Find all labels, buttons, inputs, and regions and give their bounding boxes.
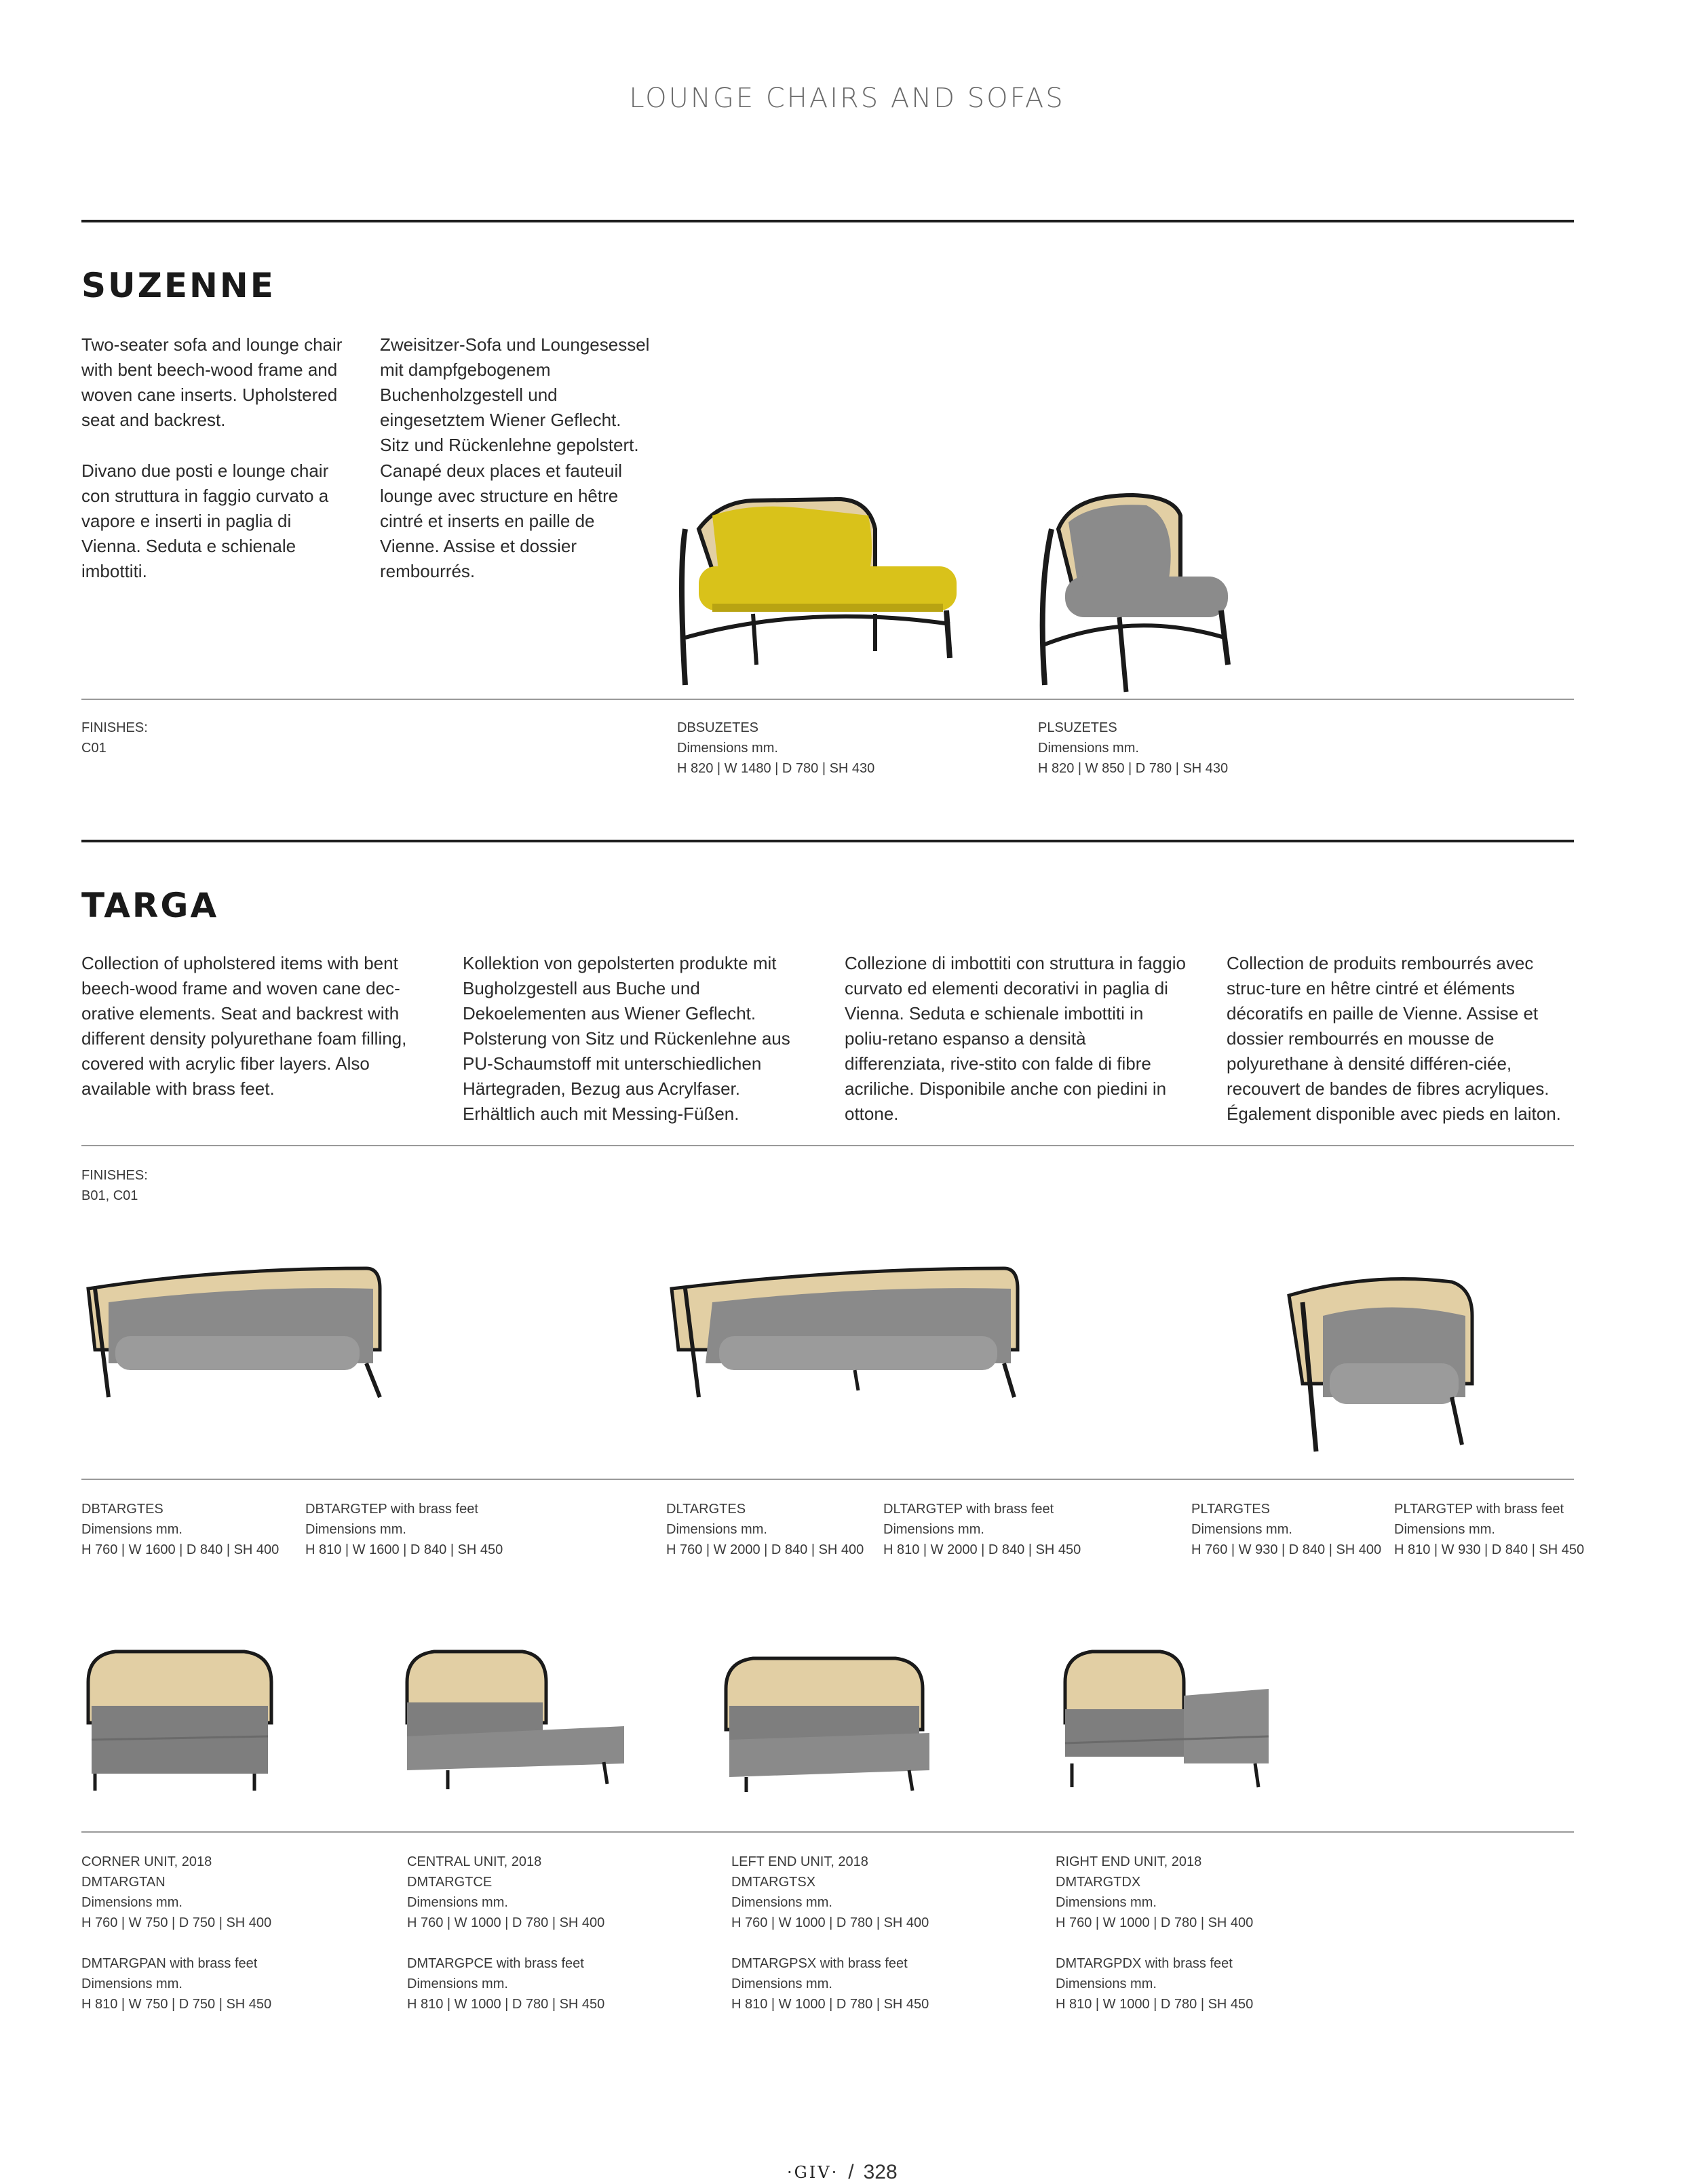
suzenne-desc-it: Divano due posti e lounge chair con struttura in faggio curvato a vapore e inserti in paglia di Vienna. Seduta e schienale imbottiti.: [81, 461, 329, 581]
product-code: PLSUZETES: [1038, 720, 1117, 735]
dimension-label: Dimensions mm.: [666, 1522, 767, 1537]
section-divider: [81, 1145, 1574, 1146]
dimension-label: Dimensions mm.: [1038, 741, 1139, 756]
product-code: DBTARGTES: [81, 1502, 163, 1517]
section-divider: [81, 840, 1574, 842]
finishes-value: B01, C01: [81, 1188, 138, 1203]
suzenne-desc-de: Zweisitzer-Sofa und Loungesessel mit dampfgebogenem Buchenholzgestell und eingesetztem Wiener Geflecht. Sitz und Rückenlehne gepolstert.: [380, 334, 650, 455]
central-unit-image: [400, 1641, 631, 1797]
product-spec: [883, 1499, 1081, 1560]
dimension-values: H 760 | W 930 | D 840 | SH 400: [1191, 1542, 1382, 1557]
product-spec: [1394, 1499, 1584, 1560]
dimension-label: Dimensions mm.: [1056, 1895, 1157, 1910]
section-divider: [81, 1479, 1574, 1480]
dimension-label: Dimensions mm.: [81, 1522, 182, 1537]
dimension-label: Dimensions mm.: [731, 1976, 832, 1991]
dimension-label: Dimensions mm.: [407, 1976, 508, 1991]
unit-name: CENTRAL UNIT, 2018: [407, 1854, 542, 1869]
section-divider: [81, 699, 1574, 700]
unit-spec: [81, 1852, 271, 2014]
dimension-label: Dimensions mm.: [1191, 1522, 1292, 1537]
targa-desc-fr: Collection de produits rembourrés avec struc-ture en hêtre cintré et éléments décoratifs en paille de Vienne. Assise et dossier rembourrés en mousse de polyurethane à densité différen-ciée, recouvert de bandes de fibres acryliques. Également disponible avec pieds en laiton.: [1227, 953, 1561, 1124]
product-code: DBTARGTEP with brass feet: [305, 1502, 478, 1517]
dimension-values: H 810 | W 1000 | D 780 | SH 450: [1056, 1997, 1254, 2012]
unit-name: CORNER UNIT, 2018: [81, 1854, 212, 1869]
dimension-values: H 760 | W 750 | D 750 | SH 400: [81, 1915, 272, 1930]
dimension-label: Dimensions mm.: [305, 1522, 406, 1537]
dimension-label: Dimensions mm.: [81, 1976, 182, 1991]
product-spec: [1191, 1499, 1381, 1560]
dimension-values: H 810 | W 1000 | D 780 | SH 450: [407, 1997, 605, 2012]
brass-code: DMTARGPSX with brass feet: [731, 1956, 908, 1971]
suzenne-desc-fr: Canapé deux places et fauteuil lounge avec structure en hêtre cintré et inserts en paille de Vienne. Assise et dossier rembourrés.: [380, 461, 623, 581]
section-divider: [81, 1831, 1574, 1833]
page-footer: [787, 2161, 923, 2184]
product-spec: [666, 1499, 864, 1560]
targa-armchair-image: [1282, 1268, 1479, 1465]
product-code: DLTARGTEP with brass feet: [883, 1502, 1054, 1517]
targa-finishes: [81, 1165, 148, 1206]
unit-spec: [731, 1852, 929, 2014]
dimension-label: Dimensions mm.: [1394, 1522, 1495, 1537]
suzenne-title: SUZENNE: [81, 266, 275, 305]
product-spec: [677, 718, 874, 779]
targa-desc-it: Collezione di imbottiti con struttura in faggio curvato ed elementi decorativi in paglia di Vienna. Seduta e schienale imbottiti in poliu-retano espanso a densità differenziata, rive-stito con falde di fibre acriliche. Disponibile anche con piedini in ottone.: [845, 953, 1186, 1124]
product-code: DLTARGTES: [666, 1502, 746, 1517]
section-header: LOUNGE CHAIRS AND SOFAS: [629, 83, 1065, 114]
suzenne-chair-image: [1031, 488, 1248, 699]
brass-code: DMTARGPCE with brass feet: [407, 1956, 584, 1971]
suzenne-desc-en: Two-seater sofa and lounge chair with bent beech-wood frame and woven cane inserts. Upholstered seat and backrest.: [81, 334, 343, 430]
unit-spec: [407, 1852, 604, 2014]
finishes-label: FINISHES:: [81, 720, 148, 735]
unit-name: RIGHT END UNIT, 2018: [1056, 1854, 1202, 1869]
dimension-label: Dimensions mm.: [407, 1895, 508, 1910]
corner-unit-image: [81, 1641, 278, 1797]
product-spec: [305, 1499, 503, 1560]
product-code: DMTARGTDX: [1056, 1875, 1141, 1890]
dimension-label: Dimensions mm.: [81, 1895, 182, 1910]
brass-code: DMTARGPAN with brass feet: [81, 1956, 258, 1971]
dimension-label: Dimensions mm.: [1056, 1976, 1157, 1991]
dimension-values: H 810 | W 2000 | D 840 | SH 450: [883, 1542, 1081, 1557]
dimension-values: H 810 | W 1000 | D 780 | SH 450: [731, 1997, 929, 2012]
dimension-values: H 820 | W 1480 | D 780 | SH 430: [677, 761, 875, 776]
targa-title: TARGA: [81, 886, 219, 925]
product-code: DMTARGTCE: [407, 1875, 493, 1890]
targa-large-sofa-image: [665, 1262, 1024, 1404]
footer-separator: /: [848, 2161, 854, 2183]
dimension-values: H 820 | W 850 | D 780 | SH 430: [1038, 761, 1229, 776]
product-code: DMTARGTSX: [731, 1875, 816, 1890]
product-code: PLTARGTES: [1191, 1502, 1270, 1517]
product-spec: [81, 1499, 279, 1560]
product-code: PLTARGTEP with brass feet: [1394, 1502, 1564, 1517]
brand-logo: ·GIV·: [787, 2163, 839, 2182]
page-number: 328: [863, 2161, 898, 2183]
section-divider: [81, 220, 1574, 222]
dimension-values: H 760 | W 1000 | D 780 | SH 400: [1056, 1915, 1254, 1930]
suzenne-finishes: [81, 718, 148, 758]
product-spec: [1038, 718, 1228, 779]
finishes-label: FINISHES:: [81, 1168, 148, 1183]
targa-desc-en: Collection of upholstered items with bent beech-wood frame and woven cane dec-orative elements. Seat and backrest with different density polyurethane foam filling, covered with acrylic fiber layers. Also available with brass feet.: [81, 953, 407, 1099]
suzenne-sofa-image: [672, 488, 970, 692]
brass-code: DMTARGPDX with brass feet: [1056, 1956, 1233, 1971]
dimension-values: H 760 | W 1000 | D 780 | SH 400: [407, 1915, 605, 1930]
finishes-value: C01: [81, 741, 107, 756]
dimension-values: H 810 | W 930 | D 840 | SH 450: [1394, 1542, 1585, 1557]
dimension-label: Dimensions mm.: [731, 1895, 832, 1910]
right-end-unit-image: [1058, 1641, 1275, 1797]
dimension-label: Dimensions mm.: [677, 741, 778, 756]
targa-sofa-image: [81, 1262, 387, 1404]
dimension-values: H 760 | W 1600 | D 840 | SH 400: [81, 1542, 280, 1557]
dimension-values: H 760 | W 2000 | D 840 | SH 400: [666, 1542, 864, 1557]
dimension-values: H 810 | W 750 | D 750 | SH 450: [81, 1997, 272, 2012]
left-end-unit-image: [719, 1648, 936, 1797]
dimension-values: H 760 | W 1000 | D 780 | SH 400: [731, 1915, 929, 1930]
dimension-values: H 810 | W 1600 | D 840 | SH 450: [305, 1542, 503, 1557]
product-code: DBSUZETES: [677, 720, 759, 735]
dimension-label: Dimensions mm.: [883, 1522, 984, 1537]
product-code: DMTARGTAN: [81, 1875, 166, 1890]
targa-desc-de: Kollektion von gepolsterten produkte mit Bugholzgestell aus Buche und Dekoelementen aus Wiener Geflecht. Polsterung von Sitz und Rückenlehne aus PU-Schaumstoff mit unterschiedlichen Härtegraden, Bezug aus Acrylfaser. Erhältlich auch mit Messing-Füßen.: [463, 953, 790, 1124]
unit-name: LEFT END UNIT, 2018: [731, 1854, 868, 1869]
unit-spec: [1056, 1852, 1253, 2014]
